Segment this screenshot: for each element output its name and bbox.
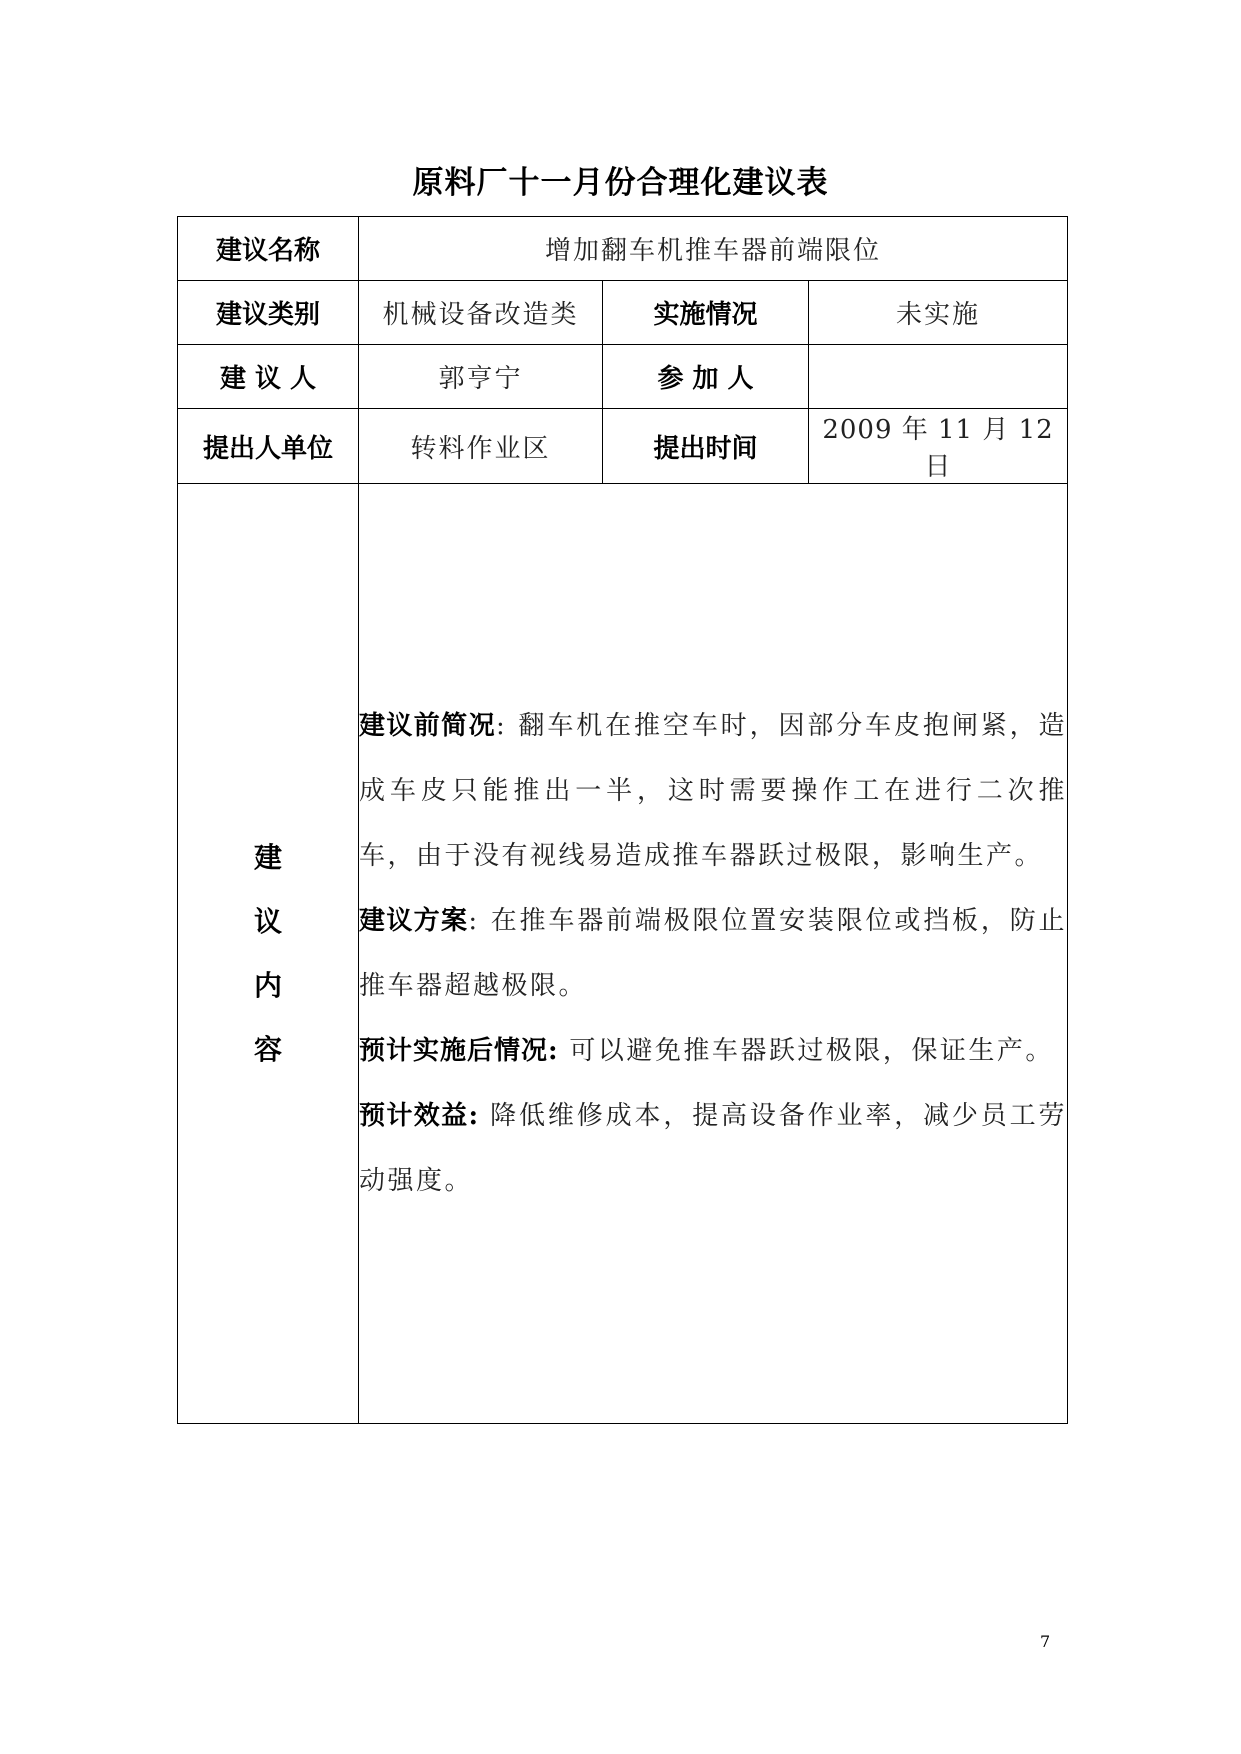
paragraph-expected-result <box>359 1019 1067 1084</box>
paragraph-text: 在推车器前端极限位置安装限位或挡板，防止推车器超越极限。 <box>359 905 1068 1001</box>
label-participants: 参 加 人 <box>603 345 809 409</box>
paragraph-text: 可以避免推车器跃过极限，保证生产。 <box>569 1035 1054 1066</box>
page-title: 原料厂十一月份合理化建议表 <box>412 165 829 201</box>
paragraph-heading: 预计效益: <box>359 1100 480 1131</box>
side-label-char: 建 <box>253 840 282 874</box>
suggestion-form-table <box>177 216 1068 1424</box>
row-suggestion-name <box>178 217 1068 281</box>
side-label-char: 内 <box>253 968 282 1002</box>
paragraph-text: 翻车机在推空车时，因部分车皮抱闸紧，造成车皮只能推出一半，这时需要操作工在进行二次推车，由于没有视线易造成推车器跃过极限，影响生产。 <box>359 710 1068 871</box>
paragraph-separator: : <box>495 710 508 741</box>
row-category <box>178 281 1068 345</box>
row-unit <box>178 409 1068 484</box>
page-number: 7 <box>1040 1632 1051 1651</box>
value-submit-time: 2009 年 11 月 12 日 <box>809 409 1068 484</box>
label-submit-time: 提出时间 <box>603 409 809 484</box>
value-participants <box>809 345 1068 409</box>
value-implementation-status: 未实施 <box>809 281 1068 345</box>
label-category: 建议类别 <box>178 281 359 345</box>
paragraph-separator: : <box>468 905 480 936</box>
value-proposer: 郭亨宁 <box>359 345 603 409</box>
paragraph-text: 降低维修成本，提高设备作业率，减少员工劳动强度。 <box>359 1100 1068 1196</box>
side-label-char: 容 <box>253 1032 282 1066</box>
side-label-char: 议 <box>253 904 282 938</box>
label-proposer-unit: 提出人单位 <box>178 409 359 484</box>
paragraph-plan <box>359 889 1067 1019</box>
row-content <box>178 484 1068 1424</box>
paragraph-pre-situation <box>359 694 1067 889</box>
label-implementation-status: 实施情况 <box>603 281 809 345</box>
paragraph-expected-benefit <box>359 1084 1067 1214</box>
label-proposer: 建 议 人 <box>178 345 359 409</box>
value-suggestion-name: 增加翻车机推车器前端限位 <box>359 217 1068 281</box>
content-body <box>359 484 1068 1424</box>
content-side-label <box>178 484 359 1424</box>
value-category: 机械设备改造类 <box>359 281 603 345</box>
row-proposer <box>178 345 1068 409</box>
paragraph-heading: 预计实施后情况: <box>359 1035 559 1066</box>
label-suggestion-name: 建议名称 <box>178 217 359 281</box>
paragraph-heading: 建议方案 <box>359 905 469 936</box>
paragraph-heading: 建议前简况 <box>359 710 496 741</box>
value-proposer-unit: 转料作业区 <box>359 409 603 484</box>
